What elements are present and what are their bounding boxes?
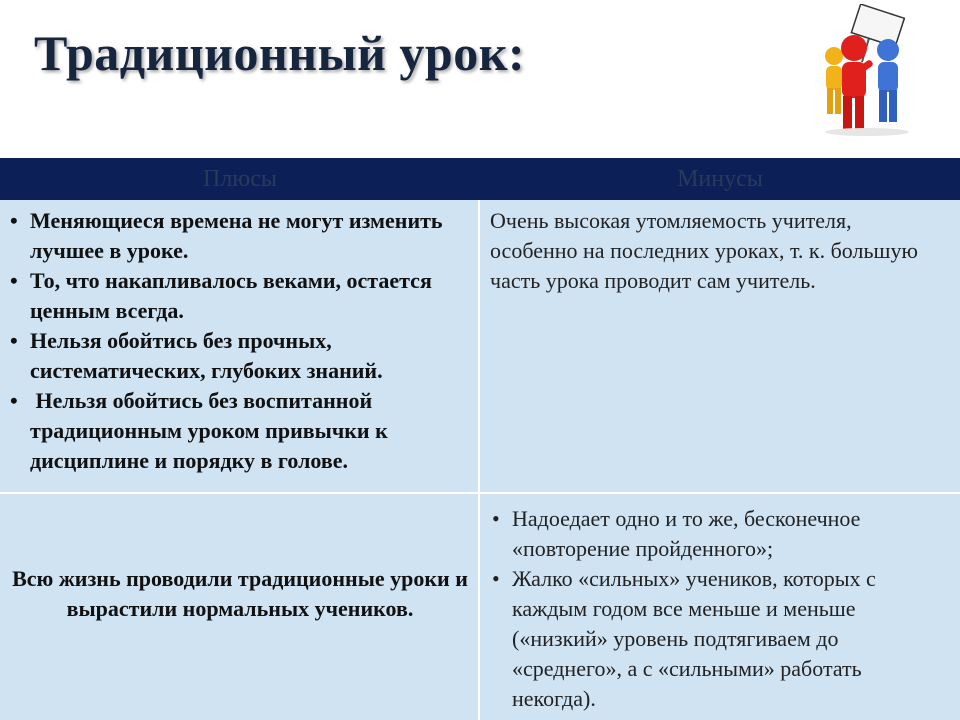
pros-item: • Меняющиеся времена не могут изменить лучшее в уроке.: [8, 206, 472, 266]
cons-item: • Надоедает одно и то же, бесконечное «повторение пройденного»;: [490, 504, 950, 564]
pros-list: [8, 206, 472, 476]
blue-figure: [877, 39, 899, 122]
cons-item: • Жалко «сильных» учеников, которых с каждым годом все меньше и меньше («низкий» уровень подтягиваем до «среднего», а с «сильными» работать некогда).: [490, 564, 950, 714]
pros-item: • Нельзя обойтись без воспитанной традиционным уроком привычки к дисциплине и порядку в голове.: [8, 386, 472, 476]
people-with-sign-illustration: [812, 4, 942, 138]
table-body: [0, 200, 960, 720]
row-divider: [0, 492, 960, 494]
pros-item: • То, что накапливалось веками, остается ценным всегда.: [8, 266, 472, 326]
figures-shadow: [825, 128, 909, 136]
cons-text: Очень высокая утомляемость учителя, особенно на последних уроках, т. к. большую часть урока проводит сам учитель.: [490, 208, 918, 293]
red-figure: [841, 35, 874, 130]
comparison-table: [0, 158, 960, 720]
cons-list: [490, 504, 950, 714]
pros-item: • Нельзя обойтись без прочных, систематических, глубоких знаний.: [8, 326, 472, 386]
slide-title: Традиционный урок:: [34, 25, 526, 81]
column-divider: [478, 200, 480, 720]
table-header: [0, 158, 960, 200]
cons-header: Минусы: [677, 166, 763, 192]
pros-summary: Всю жизнь проводили традиционные уроки и вырастили нормальных учеников.: [12, 566, 468, 621]
pros-header: Плюсы: [202, 166, 277, 192]
yellow-figure: [825, 47, 843, 114]
